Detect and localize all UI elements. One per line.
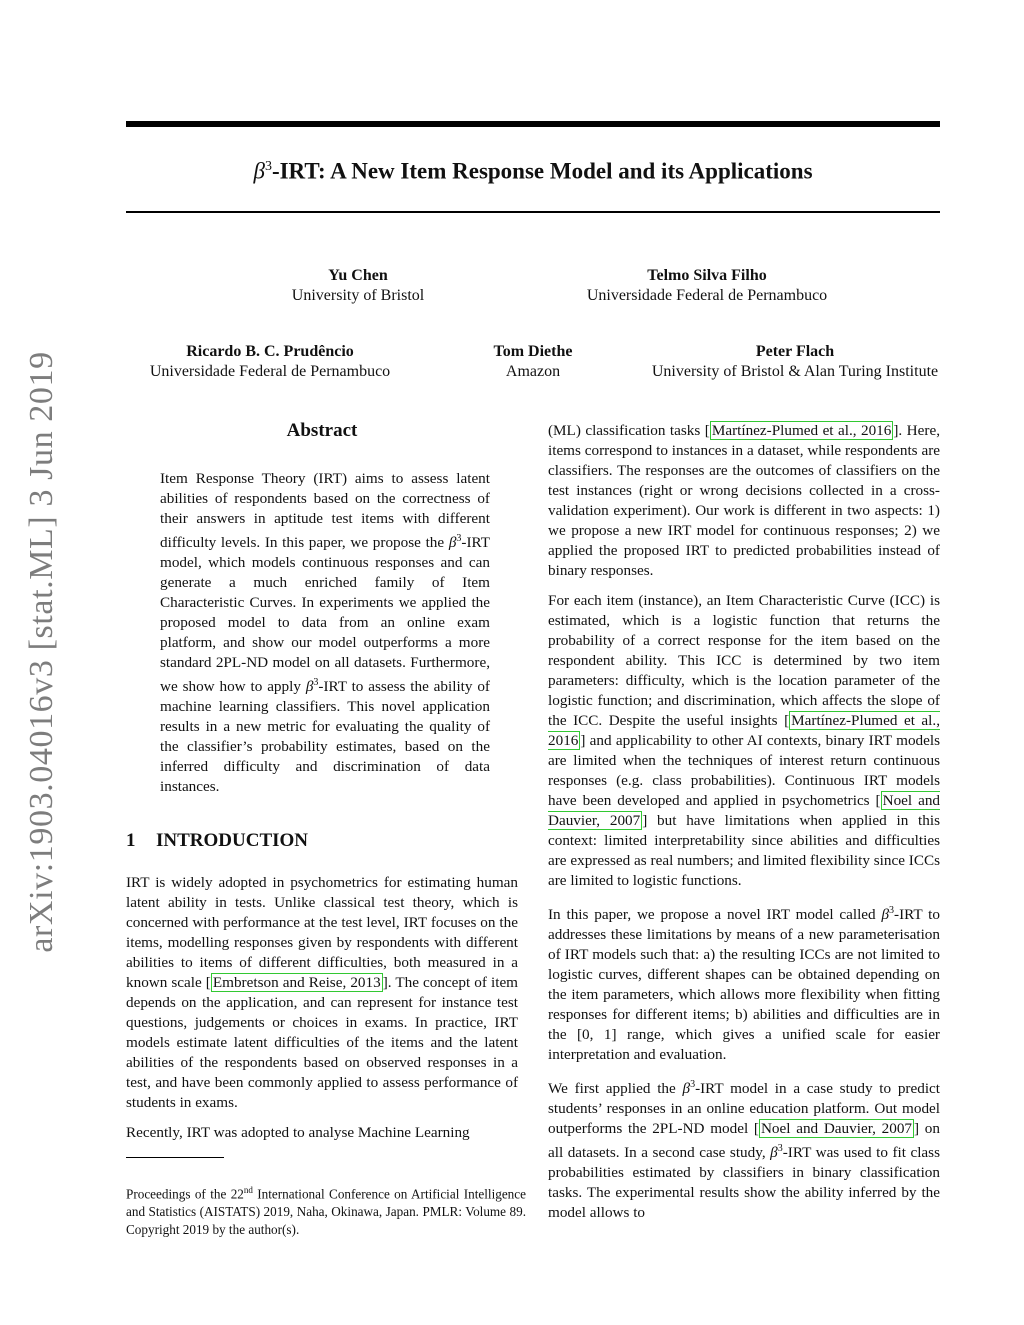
paragraph-text: In this paper, we propose a novel IRT model called xyxy=(548,906,882,924)
right-column xyxy=(548,421,940,1233)
paragraph-text: ] and applicability to other AI contexts, binary IRT models are limited when the techniques of interest return continuous responses (e.g. class probabilities). Continuous IRT models have been developed and applied in psychometrics [ xyxy=(548,732,940,809)
paragraph xyxy=(126,1123,518,1143)
paragraph-text: ] on all datasets. In a second case study, xyxy=(548,1120,940,1162)
title-superscript: 3 xyxy=(264,159,272,174)
paragraph xyxy=(548,591,940,891)
beta-superscript: 3 xyxy=(889,905,895,916)
footnote-text: International Conference on Artificial Intelligence and Statistics (AISTATS) 2019, Naha, Okinawa, Japan. PMLR: Volume 89. Copyright 2019 by the author(s). xyxy=(126,1186,526,1238)
author-block-4 xyxy=(473,342,593,382)
author-affiliation: University of Bristol & Alan Turing Institute xyxy=(651,363,939,380)
paragraph xyxy=(126,873,518,1113)
citation-link[interactable]: Martínez-Plumed et al., 2016 xyxy=(711,422,892,439)
title-beta-symbol: β xyxy=(253,158,265,184)
paragraph-text: ]. The concept of item depends on the application, and can represent for instance test questions, judgements or choices in exams. In practice, IRT models estimate latent difficulties of the items and the latent abilities of the respondents based on observed responses in a test, and have been commonly applied to assess performance of students in exams. xyxy=(126,974,518,1111)
section-number: 1 xyxy=(126,830,136,851)
citation-link[interactable]: Noel and Dauvier, 2007 xyxy=(548,792,941,829)
range-notation: [0, 1] xyxy=(577,1026,617,1044)
abstract-text-3: -IRT to assess the ability of machine learning classifiers. This novel application results in a new metric for evaluating the quality of the classifier’s probability estimates, based on the inferred difficulty and discrimination of data instances. xyxy=(160,678,490,796)
abstract-heading: Abstract xyxy=(286,420,358,441)
arxiv-stamp: arXiv:1903.04016v3 [stat.ML] 3 Jun 2019 xyxy=(23,351,60,953)
author-name: Ricardo B. C. Prudêncio xyxy=(186,343,354,360)
paragraph-text: range, which gives a unified scale for easier interpretation and evaluation. xyxy=(548,1026,940,1064)
author-block-3 xyxy=(136,342,404,382)
footnote xyxy=(126,1181,526,1239)
paragraph-text: ] but have limitations when applied in this context: limited interpretability since abilities and difficulties are expressed as real numbers; and limited flexibility since ICCs are limited to logistic functions. xyxy=(548,812,940,889)
paragraph-text: For each item (instance), an Item Characteristic Curve (ICC) is estimated, which is a logistic function that returns the probability of a correct response for the item based on the respondent ability. This ICC is determined by two item parameters: difficulty, which is the location parameter of the logistic function; and discrimination, which affects the slope of the ICC. Despite the useful insights [ xyxy=(548,592,940,729)
beta-symbol: β xyxy=(305,678,314,696)
paragraph-text: IRT is widely adopted in psychometrics for estimating human latent ability in tests. Unlike classical test theory, which is concerned with performance at the test level, IRT focuses on the items, modelling responses given by respondents with different abilities to items of different difficulties, both measured in a known scale [ xyxy=(126,874,518,991)
paragraph xyxy=(548,1075,940,1223)
citation-link[interactable]: Martínez-Plumed et al., 2016 xyxy=(548,712,940,749)
title-rule-bottom xyxy=(126,211,940,213)
footnote-superscript: nd xyxy=(243,1185,253,1195)
beta-symbol: β xyxy=(881,906,890,924)
beta-superscript: 3 xyxy=(777,1143,783,1155)
paragraph-text: Recently, IRT was adopted to analyse Machine Learning xyxy=(126,1124,470,1141)
section-heading xyxy=(126,830,308,852)
paragraph-text: We first applied the xyxy=(548,1080,683,1098)
section-title: INTRODUCTION xyxy=(156,830,309,851)
title-rule-top xyxy=(126,121,940,127)
beta-symbol: β xyxy=(770,1144,778,1162)
footnote-text: Proceedings of the 22 xyxy=(126,1186,244,1202)
abstract-body xyxy=(160,469,490,797)
left-column xyxy=(126,873,518,1153)
paragraph-text: -IRT model in a case study to predict students’ responses in an online education platform. Out model outperforms the 2PL-ND model [ xyxy=(548,1080,940,1138)
citation-link[interactable]: Noel and Dauvier, 2007 xyxy=(760,1120,913,1138)
author-affiliation: University of Bristol xyxy=(291,287,425,304)
footnote-rule xyxy=(126,1157,224,1158)
beta-symbol: β xyxy=(682,1080,691,1098)
paragraph-text: (ML) classification tasks [ xyxy=(548,422,710,439)
beta-superscript: 3 xyxy=(313,677,319,689)
author-name: Telmo Silva Filho xyxy=(647,267,767,284)
author-block-5 xyxy=(640,342,950,382)
abstract-text-1: Item Response Theory (IRT) aims to assess latent abilities of respondents based on the correctness of their answers in aptitude test items with different difficulty levels. In this paper, we propose the xyxy=(160,470,490,552)
author-affiliation: Universidade Federal de Pernambuco xyxy=(586,287,828,304)
author-block-1 xyxy=(258,266,458,306)
beta-superscript: 3 xyxy=(456,533,462,544)
beta-superscript: 3 xyxy=(690,1079,696,1091)
paper-title xyxy=(126,152,940,187)
author-name: Yu Chen xyxy=(328,267,388,284)
paragraph-text: -IRT was used to fit class probabilities estimated by classifiers in binary classification tasks. The experimental results show the ability inferred by the model allows to xyxy=(548,1144,940,1222)
paragraph-text: ]. Here, items correspond to instances in a dataset, while respondents are classifiers. The responses are the outcomes of classifiers on the test instances (right or wrong decisions collected in a cross-validation experiment). Our work is different in two aspects: 1) we propose a new IRT model for continuous responses; 2) we applied the proposed IRT to predicted probabilities instead of binary responses. xyxy=(548,422,940,579)
author-affiliation: Amazon xyxy=(505,363,561,380)
citation-link[interactable]: Embretson and Reise, 2013 xyxy=(212,974,381,991)
abstract-text-2: -IRT model, which models continuous responses and can generate a much enriched family of Item Characteristic Curves. In experiments we applied the proposed model to data from an online exam platform, and show our model outperforms a more standard 2PL-ND model on all datasets. Furthermore, we show how to apply xyxy=(160,534,490,696)
author-name: Peter Flach xyxy=(755,343,835,360)
author-affiliation: Universidade Federal de Pernambuco xyxy=(149,363,391,380)
paragraph xyxy=(548,901,940,1065)
paragraph xyxy=(548,421,940,581)
author-name: Tom Diethe xyxy=(493,343,573,360)
paragraph-text: -IRT to addresses these limitations by means of a new parameterisation of IRT models such that: a) the resulting ICCs are not limited to logistic curves, different shapes can be obtained depending on the item parameters, which allows more flexibility when fitting responses for different items; b) abilities and difficulties are in the xyxy=(548,906,940,1044)
author-block-2 xyxy=(560,266,854,306)
beta-symbol: β xyxy=(448,534,457,552)
title-text: -IRT: A New Item Response Model and its Applications xyxy=(271,158,813,184)
